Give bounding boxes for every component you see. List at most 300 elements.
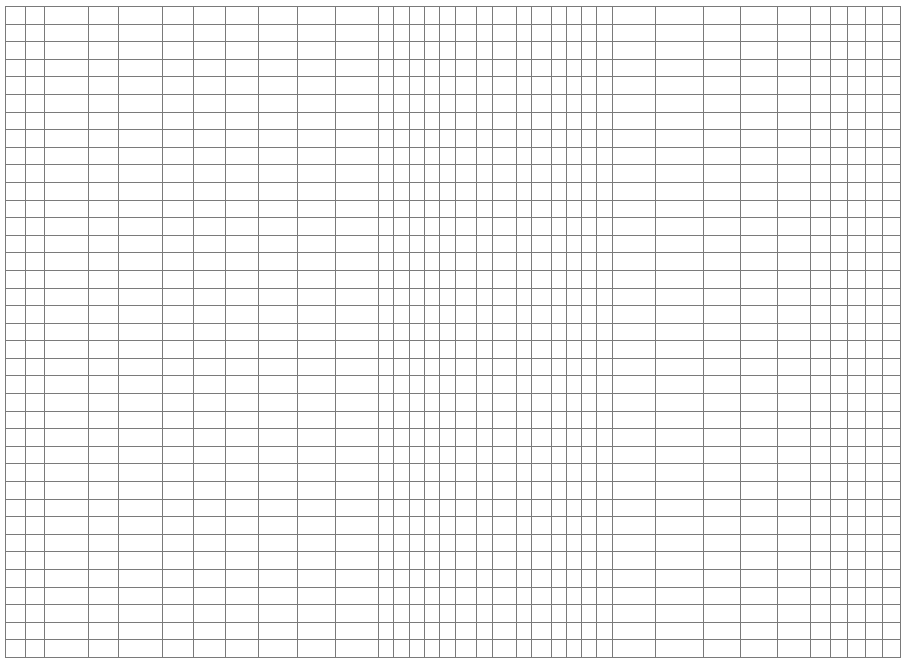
table-cell [440, 358, 455, 376]
table-cell [45, 429, 89, 447]
table-cell [298, 534, 335, 552]
table-cell [551, 218, 566, 236]
table-cell [425, 429, 440, 447]
table-cell [551, 411, 566, 429]
table-cell [566, 24, 581, 42]
table-cell [612, 587, 656, 605]
table-cell [455, 376, 477, 394]
table-cell [25, 517, 45, 535]
table-cell [455, 59, 477, 77]
table-cell [848, 499, 865, 517]
table-cell [335, 587, 379, 605]
table-cell [440, 323, 455, 341]
table-cell [335, 517, 379, 535]
table-cell [551, 200, 566, 218]
table-cell [455, 200, 477, 218]
table-cell [811, 640, 831, 658]
table-cell [656, 77, 704, 95]
table-cell [455, 165, 477, 183]
table-cell [582, 464, 597, 482]
table-cell [379, 218, 394, 236]
table-cell [883, 7, 901, 25]
table-cell [193, 94, 226, 112]
table-cell [566, 147, 581, 165]
table-cell [582, 306, 597, 324]
table-cell [830, 341, 847, 359]
table-cell [492, 570, 516, 588]
table-cell [379, 640, 394, 658]
table-cell [394, 59, 409, 77]
table-cell [455, 235, 477, 253]
table-cell [516, 640, 531, 658]
table-cell [25, 394, 45, 412]
table-cell [883, 182, 901, 200]
table-cell [25, 622, 45, 640]
table-cell [163, 323, 194, 341]
table-cell [477, 200, 492, 218]
table-cell [226, 182, 259, 200]
table-cell [865, 429, 882, 447]
table-cell [811, 323, 831, 341]
table-cell [704, 130, 741, 148]
table-cell [865, 640, 882, 658]
table-cell [778, 464, 811, 482]
table-cell [335, 165, 379, 183]
table-cell [477, 394, 492, 412]
table-cell [883, 323, 901, 341]
table-row [6, 235, 901, 253]
table-cell [409, 288, 424, 306]
table-cell [811, 235, 831, 253]
table-cell [811, 534, 831, 552]
table-cell [425, 570, 440, 588]
table-cell [88, 482, 119, 500]
table-cell [656, 24, 704, 42]
table-cell [597, 77, 612, 95]
table-cell [582, 147, 597, 165]
table-cell [88, 77, 119, 95]
table-row [6, 59, 901, 77]
table-cell [455, 411, 477, 429]
table-cell [597, 464, 612, 482]
table-cell [582, 605, 597, 623]
table-cell [704, 165, 741, 183]
table-cell [597, 429, 612, 447]
table-cell [193, 517, 226, 535]
table-cell [6, 429, 26, 447]
table-cell [163, 570, 194, 588]
table-cell [811, 306, 831, 324]
table-cell [163, 376, 194, 394]
table-cell [883, 24, 901, 42]
table-cell [379, 411, 394, 429]
table-cell [741, 7, 778, 25]
table-cell [531, 288, 551, 306]
table-cell [379, 182, 394, 200]
table-cell [440, 605, 455, 623]
table-cell [259, 130, 298, 148]
table-cell [163, 59, 194, 77]
table-row [6, 42, 901, 60]
table-cell [741, 570, 778, 588]
table-cell [193, 358, 226, 376]
table-cell [848, 147, 865, 165]
table-cell [88, 147, 119, 165]
table-cell [492, 42, 516, 60]
table-cell [865, 182, 882, 200]
table-cell [516, 270, 531, 288]
table-cell [883, 411, 901, 429]
table-cell [88, 270, 119, 288]
table-cell [848, 605, 865, 623]
table-cell [551, 570, 566, 588]
table-cell [704, 182, 741, 200]
table-cell [477, 270, 492, 288]
table-cell [597, 306, 612, 324]
table-cell [119, 534, 163, 552]
table-cell [335, 270, 379, 288]
table-cell [612, 288, 656, 306]
table-cell [612, 341, 656, 359]
table-cell [612, 253, 656, 271]
table-cell [582, 446, 597, 464]
table-cell [409, 394, 424, 412]
table-cell [379, 235, 394, 253]
table-cell [88, 59, 119, 77]
table-cell [455, 517, 477, 535]
table-cell [440, 306, 455, 324]
table-cell [226, 534, 259, 552]
table-cell [848, 394, 865, 412]
table-cell [551, 358, 566, 376]
table-cell [531, 323, 551, 341]
table-cell [612, 640, 656, 658]
table-cell [163, 622, 194, 640]
table-cell [409, 42, 424, 60]
table-cell [830, 306, 847, 324]
table-cell [551, 376, 566, 394]
table-cell [193, 341, 226, 359]
table-cell [88, 130, 119, 148]
table-cell [778, 358, 811, 376]
table-cell [6, 200, 26, 218]
table-cell [259, 341, 298, 359]
table-cell [612, 499, 656, 517]
table-cell [25, 570, 45, 588]
table-cell [656, 376, 704, 394]
table-cell [425, 24, 440, 42]
table-cell [516, 253, 531, 271]
table-cell [830, 112, 847, 130]
table-cell [778, 288, 811, 306]
table-cell [45, 200, 89, 218]
table-cell [298, 165, 335, 183]
table-cell [516, 464, 531, 482]
table-cell [259, 534, 298, 552]
table-cell [811, 112, 831, 130]
table-row [6, 640, 901, 658]
table-cell [409, 59, 424, 77]
table-cell [778, 270, 811, 288]
table-cell [394, 446, 409, 464]
table-cell [394, 622, 409, 640]
table-cell [883, 130, 901, 148]
table-cell [830, 587, 847, 605]
table-cell [6, 446, 26, 464]
table-cell [163, 411, 194, 429]
table-cell [455, 112, 477, 130]
table-cell [551, 130, 566, 148]
table-cell [25, 165, 45, 183]
table-cell [440, 622, 455, 640]
table-cell [379, 306, 394, 324]
table-row [6, 24, 901, 42]
table-cell [582, 165, 597, 183]
table-cell [830, 270, 847, 288]
table-cell [25, 446, 45, 464]
table-cell [704, 376, 741, 394]
table-cell [298, 499, 335, 517]
table-cell [119, 288, 163, 306]
table-cell [830, 165, 847, 183]
table-cell [656, 59, 704, 77]
table-cell [88, 517, 119, 535]
table-cell [6, 605, 26, 623]
table-cell [656, 482, 704, 500]
table-cell [25, 358, 45, 376]
table-cell [778, 499, 811, 517]
table-cell [409, 200, 424, 218]
table-cell [6, 323, 26, 341]
table-cell [119, 253, 163, 271]
table-cell [848, 341, 865, 359]
table-cell [656, 587, 704, 605]
table-cell [516, 605, 531, 623]
table-cell [163, 130, 194, 148]
table-cell [298, 446, 335, 464]
table-cell [440, 394, 455, 412]
table-cell [566, 182, 581, 200]
table-cell [88, 182, 119, 200]
table-cell [298, 218, 335, 236]
table-cell [25, 7, 45, 25]
table-cell [597, 517, 612, 535]
table-cell [516, 59, 531, 77]
table-cell [298, 200, 335, 218]
table-cell [335, 570, 379, 588]
table-cell [193, 42, 226, 60]
table-cell [477, 605, 492, 623]
table-cell [811, 570, 831, 588]
table-cell [582, 59, 597, 77]
table-cell [6, 534, 26, 552]
table-cell [566, 464, 581, 482]
table-cell [25, 640, 45, 658]
table-cell [551, 77, 566, 95]
table-cell [440, 7, 455, 25]
table-cell [409, 165, 424, 183]
table-cell [335, 499, 379, 517]
table-cell [612, 77, 656, 95]
table-cell [582, 235, 597, 253]
table-cell [163, 587, 194, 605]
table-cell [883, 622, 901, 640]
table-cell [811, 7, 831, 25]
table-cell [88, 411, 119, 429]
table-cell [119, 306, 163, 324]
table-cell [830, 376, 847, 394]
table-cell [455, 605, 477, 623]
table-cell [477, 235, 492, 253]
table-cell [6, 394, 26, 412]
table-cell [516, 130, 531, 148]
table-cell [226, 77, 259, 95]
table-cell [409, 411, 424, 429]
table-row [6, 94, 901, 112]
table-cell [455, 640, 477, 658]
table-cell [6, 24, 26, 42]
table-cell [45, 7, 89, 25]
table-cell [566, 622, 581, 640]
table-cell [425, 253, 440, 271]
table-cell [566, 570, 581, 588]
table-cell [425, 482, 440, 500]
table-cell [531, 218, 551, 236]
table-cell [259, 605, 298, 623]
table-cell [865, 253, 882, 271]
table-cell [409, 587, 424, 605]
table-cell [778, 235, 811, 253]
table-cell [298, 306, 335, 324]
table-cell [492, 429, 516, 447]
table-cell [656, 394, 704, 412]
table-cell [226, 24, 259, 42]
table-row [6, 446, 901, 464]
table-cell [656, 552, 704, 570]
table-cell [848, 411, 865, 429]
table-cell [612, 323, 656, 341]
table-cell [704, 587, 741, 605]
table-cell [531, 7, 551, 25]
table-cell [865, 499, 882, 517]
table-cell [163, 94, 194, 112]
table-cell [531, 165, 551, 183]
table-cell [811, 464, 831, 482]
table-cell [865, 411, 882, 429]
table-cell [45, 640, 89, 658]
table-cell [163, 112, 194, 130]
table-row [6, 147, 901, 165]
table-cell [259, 358, 298, 376]
table-cell [741, 288, 778, 306]
table-cell [477, 376, 492, 394]
table-cell [516, 147, 531, 165]
table-cell [741, 130, 778, 148]
table-cell [88, 24, 119, 42]
table-cell [25, 24, 45, 42]
table-cell [163, 464, 194, 482]
table-cell [883, 235, 901, 253]
table-cell [163, 253, 194, 271]
table-cell [45, 94, 89, 112]
table-cell [119, 112, 163, 130]
table-cell [865, 112, 882, 130]
table-cell [516, 411, 531, 429]
table-cell [25, 411, 45, 429]
table-cell [259, 270, 298, 288]
table-cell [394, 394, 409, 412]
table-cell [409, 446, 424, 464]
table-cell [298, 482, 335, 500]
table-cell [865, 534, 882, 552]
table-cell [848, 517, 865, 535]
table-cell [379, 253, 394, 271]
table-cell [656, 112, 704, 130]
table-cell [516, 112, 531, 130]
table-cell [409, 640, 424, 658]
table-cell [455, 288, 477, 306]
table-cell [163, 182, 194, 200]
table-cell [612, 200, 656, 218]
table-cell [6, 288, 26, 306]
table-cell [440, 534, 455, 552]
table-cell [163, 270, 194, 288]
table-cell [516, 77, 531, 95]
table-cell [477, 112, 492, 130]
table-cell [379, 165, 394, 183]
table-cell [656, 7, 704, 25]
table-cell [119, 165, 163, 183]
table-cell [335, 534, 379, 552]
table-cell [848, 42, 865, 60]
table-cell [455, 7, 477, 25]
table-cell [704, 270, 741, 288]
table-cell [566, 288, 581, 306]
table-cell [883, 464, 901, 482]
table-cell [193, 7, 226, 25]
table-cell [25, 323, 45, 341]
table-cell [45, 622, 89, 640]
table-cell [597, 482, 612, 500]
table-cell [394, 605, 409, 623]
table-cell [531, 253, 551, 271]
table-cell [226, 622, 259, 640]
table-cell [883, 306, 901, 324]
table-cell [830, 464, 847, 482]
table-cell [298, 622, 335, 640]
table-cell [379, 394, 394, 412]
table-cell [226, 517, 259, 535]
table-cell [778, 182, 811, 200]
table-cell [516, 429, 531, 447]
table-cell [440, 59, 455, 77]
table-cell [88, 376, 119, 394]
table-cell [582, 94, 597, 112]
table-cell [259, 552, 298, 570]
table-cell [394, 182, 409, 200]
table-cell [865, 59, 882, 77]
table-cell [830, 182, 847, 200]
table-cell [566, 7, 581, 25]
table-cell [582, 622, 597, 640]
table-cell [778, 446, 811, 464]
table-cell [226, 482, 259, 500]
table-cell [119, 94, 163, 112]
table-cell [597, 358, 612, 376]
table-cell [298, 323, 335, 341]
table-cell [582, 482, 597, 500]
table-cell [394, 235, 409, 253]
